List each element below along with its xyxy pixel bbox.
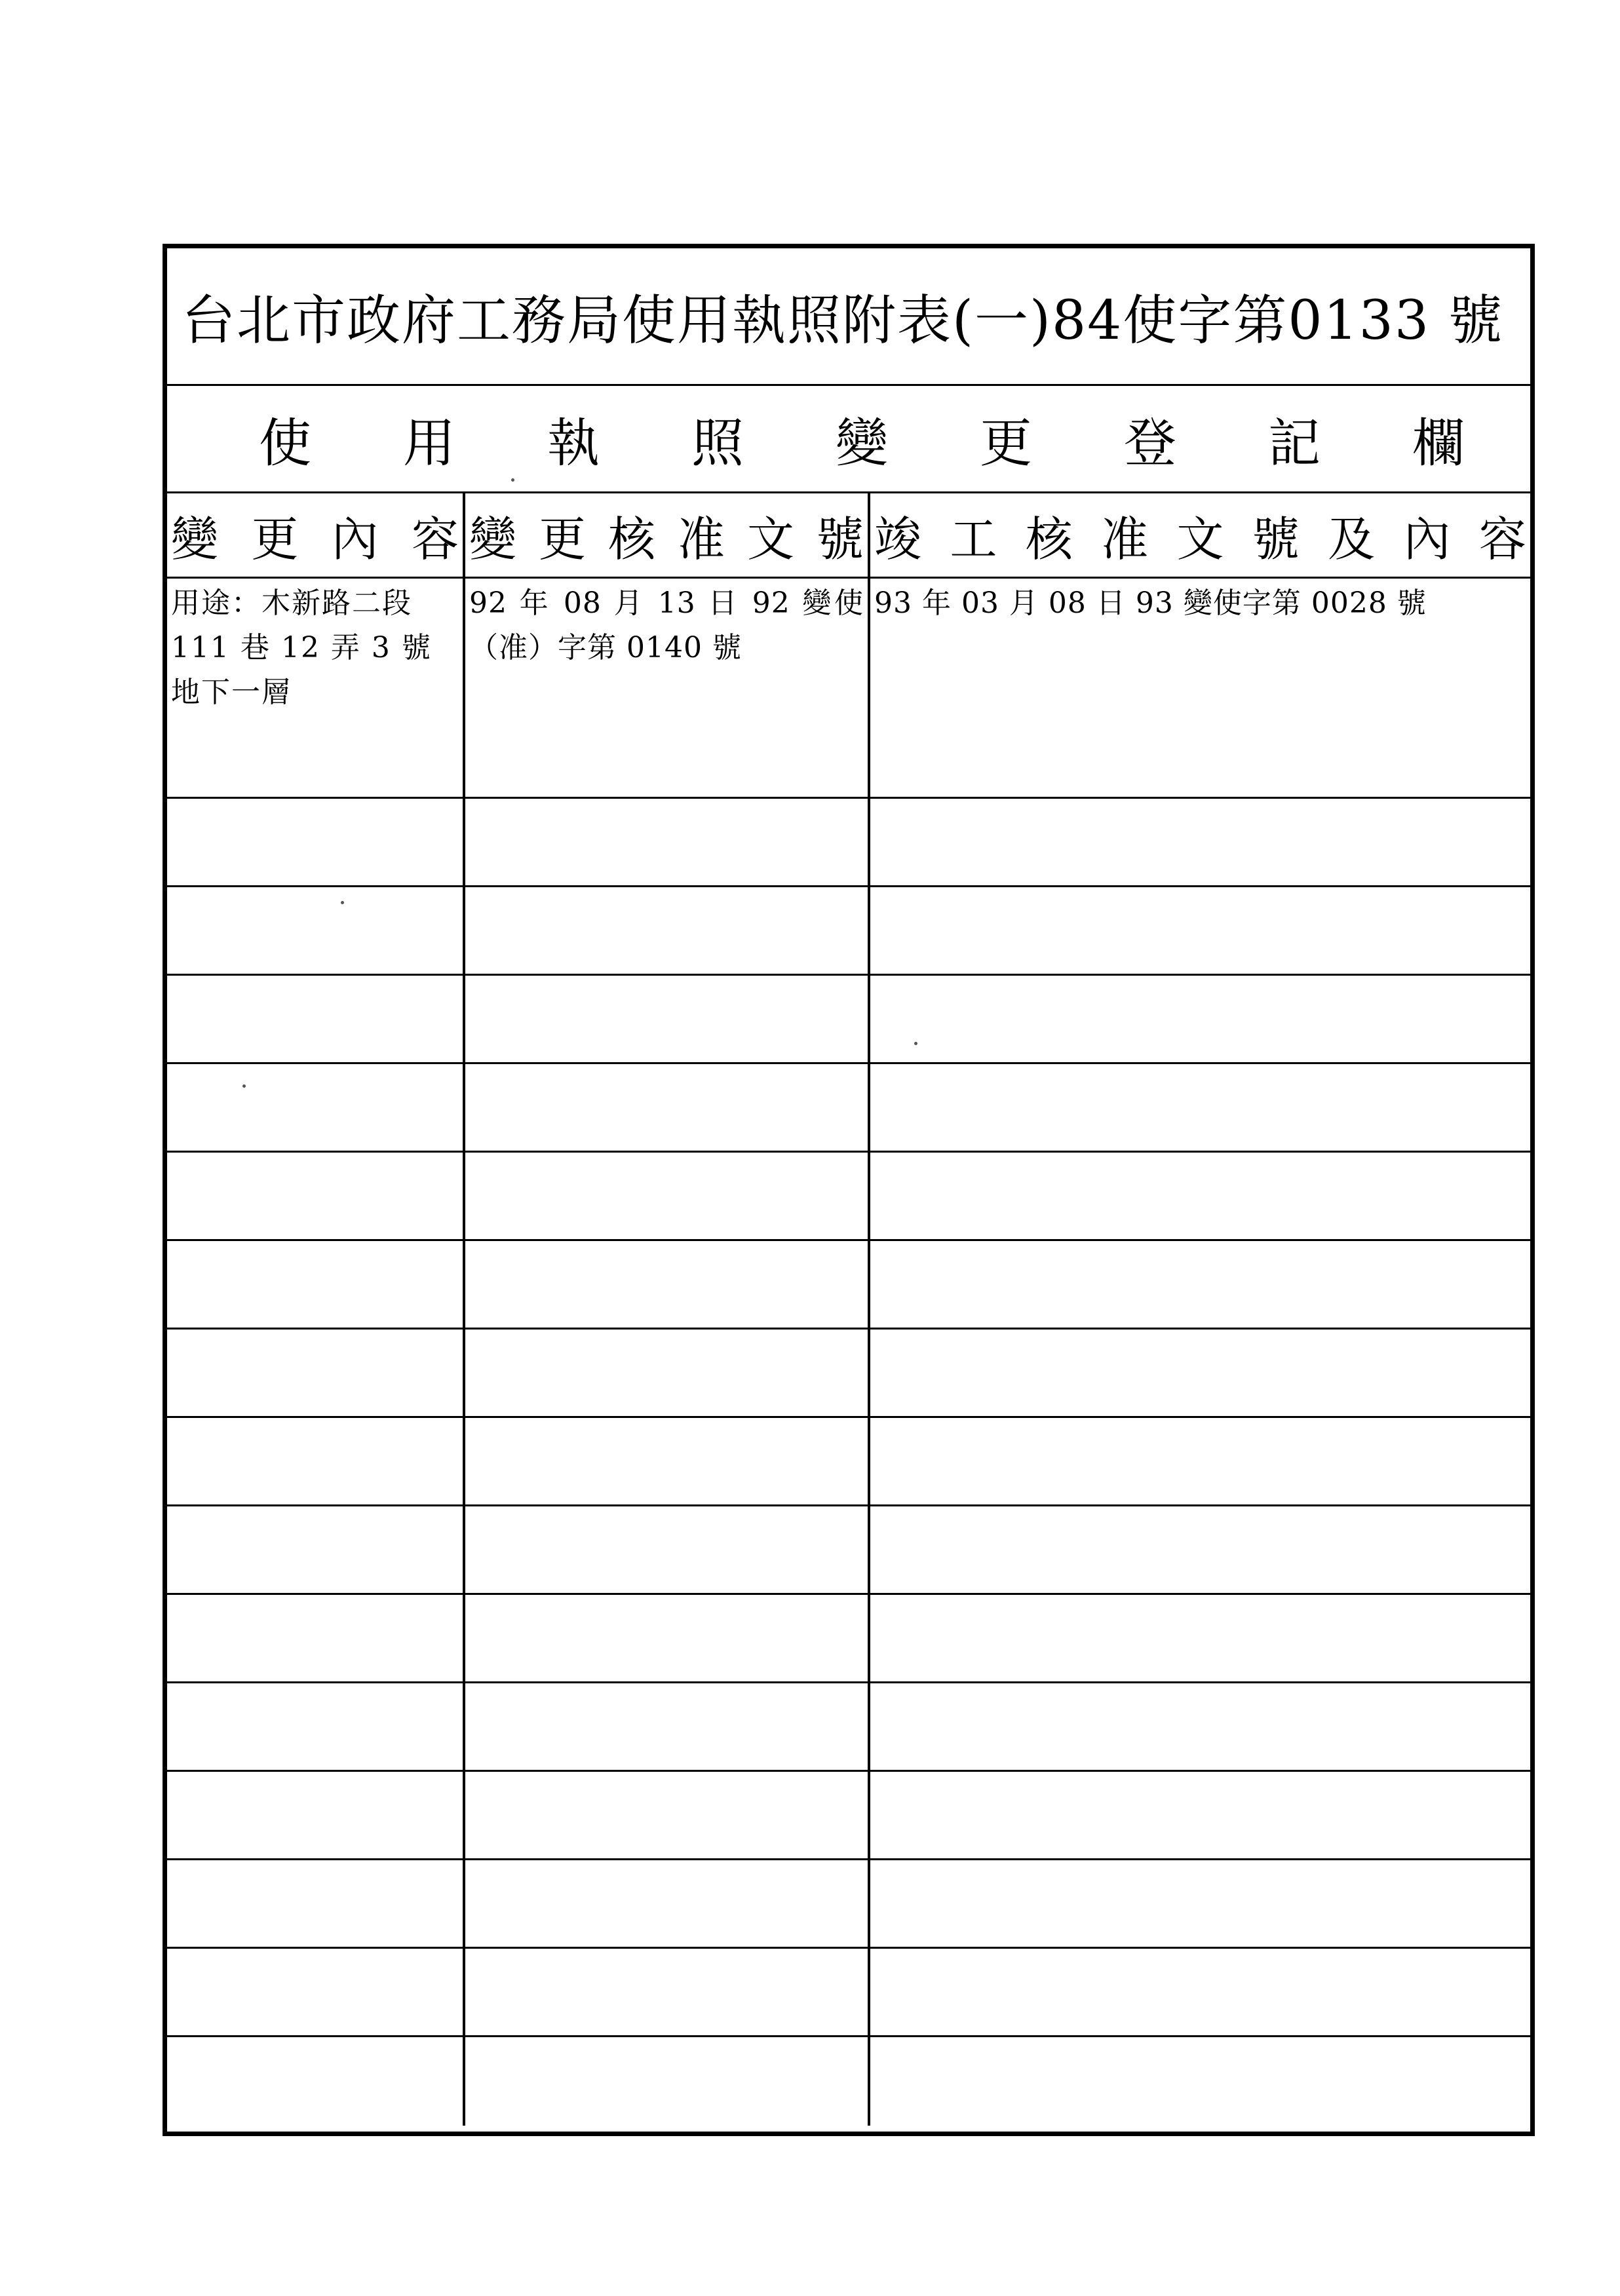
empty-table-row	[167, 799, 1530, 887]
completion-approval-cell	[870, 579, 1530, 797]
empty-cell	[870, 1241, 1530, 1328]
form-title-text: 台北市政府工務局使用執照附表(一)84使字第0133 號	[182, 290, 1504, 352]
empty-cell	[870, 1418, 1530, 1504]
header-char: 變	[469, 511, 517, 567]
empty-table-row	[167, 1595, 1530, 1683]
empty-cell	[465, 1241, 870, 1328]
scan-speck	[341, 901, 344, 904]
empty-cell	[870, 887, 1530, 974]
section-heading-char: 記	[1268, 413, 1321, 474]
empty-cell	[465, 1064, 870, 1151]
scan-speck	[511, 478, 514, 482]
empty-cell	[465, 2037, 870, 2126]
empty-table-row	[167, 1418, 1530, 1506]
table-row	[167, 579, 1530, 799]
empty-table-row	[167, 1506, 1530, 1595]
empty-table-row	[167, 1153, 1530, 1241]
header-char: 更	[251, 511, 299, 567]
empty-cell	[167, 1064, 465, 1151]
column-header-approval-number	[465, 493, 870, 577]
header-char: 號	[1252, 511, 1300, 567]
section-heading-char: 照	[691, 413, 744, 474]
empty-cell	[465, 1860, 870, 1947]
header-char: 號	[816, 511, 864, 567]
empty-cell	[465, 1595, 870, 1681]
empty-cell	[167, 1860, 465, 1947]
section-heading-char: 使	[259, 413, 311, 474]
column-header-completion-approval	[870, 493, 1530, 577]
empty-table-row	[167, 976, 1530, 1064]
empty-table-row	[167, 1683, 1530, 1772]
header-char: 竣	[874, 511, 922, 567]
empty-table-row	[167, 1330, 1530, 1418]
empty-cell	[167, 1418, 465, 1504]
empty-cell	[167, 1153, 465, 1239]
empty-cell	[167, 1506, 465, 1593]
empty-cell	[465, 799, 870, 885]
scan-speck	[914, 1042, 917, 1045]
usage-license-annex-form	[163, 244, 1535, 2136]
empty-cell	[465, 1418, 870, 1504]
scan-speck	[242, 1084, 246, 1088]
empty-cell	[870, 1506, 1530, 1593]
section-heading-char: 變	[836, 413, 888, 474]
section-heading-char: 用	[403, 413, 455, 474]
header-char: 准	[677, 511, 725, 567]
empty-cell	[465, 1506, 870, 1593]
header-char: 核	[1025, 511, 1073, 567]
empty-table-row	[167, 1949, 1530, 2037]
empty-cell	[870, 1860, 1530, 1947]
empty-cell	[870, 1772, 1530, 1858]
empty-cell	[167, 1949, 465, 2035]
header-char: 內	[331, 511, 379, 567]
empty-cell	[870, 976, 1530, 1062]
empty-cell	[870, 1153, 1530, 1239]
empty-cell	[167, 887, 465, 974]
empty-cell	[870, 2037, 1530, 2126]
section-heading	[167, 386, 1530, 493]
empty-cell	[870, 1683, 1530, 1770]
empty-cell	[465, 1772, 870, 1858]
empty-cell	[465, 1330, 870, 1416]
empty-table-row	[167, 2037, 1530, 2126]
header-char: 容	[1478, 511, 1526, 567]
change-content-text: 用途：木新路二段 111 巷 12 弄 3 號地下一層	[171, 586, 432, 709]
empty-cell	[465, 976, 870, 1062]
empty-table-row	[167, 1860, 1530, 1949]
empty-cell	[167, 2037, 465, 2126]
section-heading-char: 執	[547, 413, 600, 474]
form-title	[167, 248, 1530, 386]
empty-cell	[465, 887, 870, 974]
empty-table-row	[167, 1064, 1530, 1153]
empty-cell	[167, 1330, 465, 1416]
header-char: 工	[950, 511, 997, 567]
header-char: 核	[608, 511, 655, 567]
approval-number-cell	[465, 579, 870, 797]
header-char: 准	[1101, 511, 1149, 567]
section-heading-char: 登	[1124, 413, 1176, 474]
column-header-row	[167, 493, 1530, 579]
empty-table-row	[167, 1772, 1530, 1860]
header-char: 文	[746, 511, 794, 567]
empty-table-row	[167, 1241, 1530, 1330]
empty-cell	[465, 1683, 870, 1770]
empty-cell	[167, 1241, 465, 1328]
empty-cell	[870, 1064, 1530, 1151]
header-char: 及	[1328, 511, 1376, 567]
approval-number-text: 92 年 08 月 13 日 92 變使（准）字第 0140 號	[469, 586, 864, 664]
empty-cell	[167, 976, 465, 1062]
empty-cell	[870, 1330, 1530, 1416]
header-char: 內	[1403, 511, 1451, 567]
header-char: 變	[171, 511, 219, 567]
empty-cell	[167, 1683, 465, 1770]
header-char: 文	[1176, 511, 1224, 567]
empty-cell	[465, 1153, 870, 1239]
empty-cell	[870, 799, 1530, 885]
empty-cell	[167, 799, 465, 885]
empty-cell	[167, 1595, 465, 1681]
empty-cell	[870, 1595, 1530, 1681]
empty-table-row	[167, 887, 1530, 976]
empty-cell	[870, 1949, 1530, 2035]
completion-approval-text: 93 年 03 月 08 日 93 變使字第 0028 號	[874, 586, 1427, 620]
section-heading-char: 更	[980, 413, 1032, 474]
change-content-cell	[167, 579, 465, 797]
header-char: 容	[411, 511, 459, 567]
section-heading-char: 欄	[1412, 413, 1465, 474]
header-char: 更	[538, 511, 586, 567]
empty-cell	[167, 1772, 465, 1858]
empty-cell	[465, 1949, 870, 2035]
column-header-change-content	[167, 493, 465, 577]
